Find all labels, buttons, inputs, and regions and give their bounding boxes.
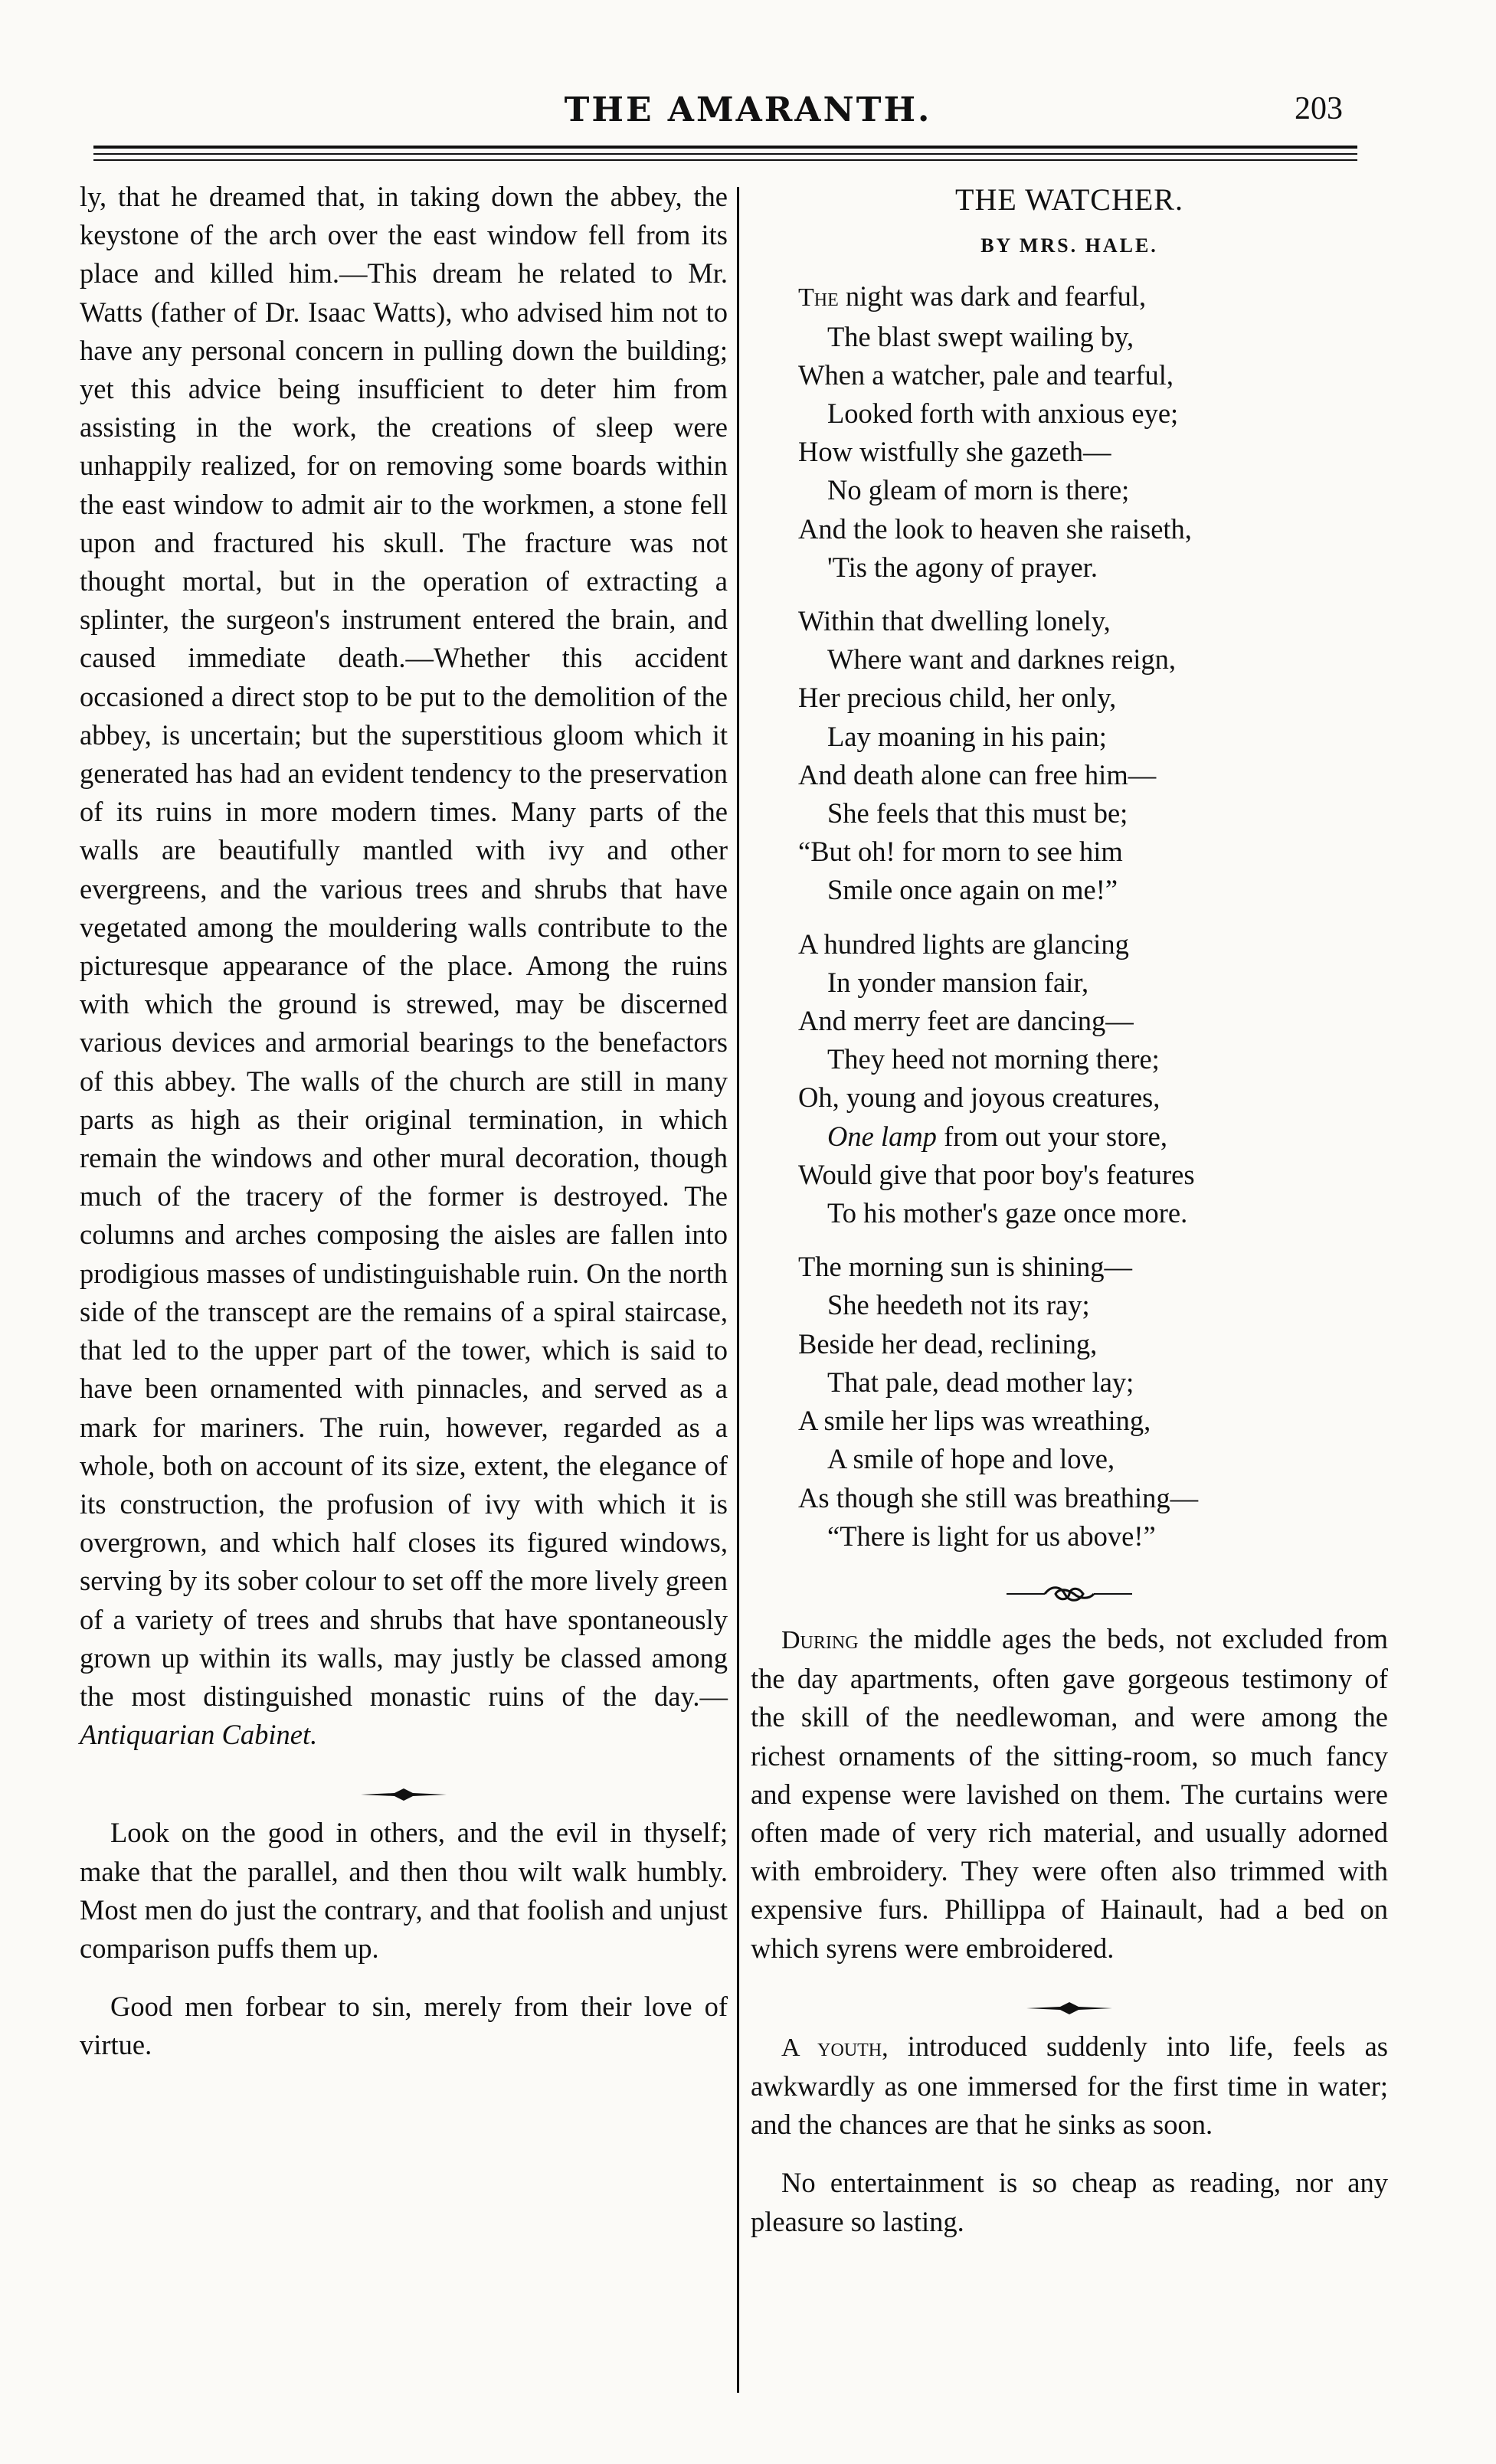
poem-line: As though she still was breathing— [798, 1481, 1199, 1513]
poem-line: Within that dwelling lonely, [798, 605, 1111, 637]
column-divider [737, 187, 739, 2393]
poem-line [798, 277, 1388, 317]
left-column [80, 178, 728, 2065]
youth-maxim-text: introduced suddenly into life, feels as awkwardly as one immersed for the first time in water; and the chances are that he sinks as soon. [751, 2030, 1389, 2141]
poem-line: A smile her lips was wreathing, [798, 1405, 1151, 1437]
poem-line: Looked forth with anxious eye; [827, 398, 1179, 430]
poem-line: No gleam of morn is there; [827, 474, 1130, 506]
poem-line: To his mother's gaze once more. [827, 1197, 1188, 1229]
maxim-humility: Look on the good in others, and the evil in thyself; make that the parallel, and then thou wilt walk humbly. Most men do just the contrary, and that foolish and unjust comparison puffs them up. [80, 1817, 728, 1964]
poem-line: Beside her dead, reclining, [798, 1327, 1098, 1360]
header-rule-thin-2 [93, 159, 1357, 161]
poem-line: The blast swept wailing by, [827, 320, 1134, 352]
running-title: THE AMARANTH. [564, 90, 932, 129]
right-column [751, 178, 1388, 2241]
poem-byline: BY MRS. HALE. [980, 234, 1158, 257]
section-divider-ornament [80, 1774, 728, 1792]
poem-line: “There is light for us above!” [827, 1520, 1156, 1552]
header-rule [93, 146, 1357, 149]
poem-line: Her precious child, her only, [798, 682, 1117, 714]
poem-line: When a watcher, pale and tearful, [798, 358, 1174, 391]
reading-maxim: No entertainment is so cheap as reading, nor any pleasure so lasting. [751, 2167, 1388, 2237]
beds-article-text: the middle ages the beds, not excluded from the day apartments, often gave gorgeous testimony of the skill of the needlewoman, and were among the richest ornaments of the sitting-room, so much fancy and expense were lavished on them. The curtains were often made of very rich material, and usually adorned with embroidery. They were often also trimmed with expensive furs. Phillippa of Hainault, had a bed on which syrens were embroidered. [751, 1622, 1388, 1964]
header-rule-thin [93, 153, 1357, 155]
poem-line: Lay moaning in his pain; [827, 720, 1107, 752]
drop-word: The [798, 283, 839, 312]
poem-line: Where want and darknes reign, [827, 643, 1177, 676]
poem-line: Smile once again on me!” [827, 874, 1118, 906]
diamond-rule-icon [358, 1787, 450, 1802]
poem-line: A hundred lights are glancing [798, 928, 1129, 960]
section-divider-ornament [751, 1577, 1388, 1600]
poem-line: And the look to heaven she raiseth, [798, 512, 1192, 545]
poem-line-text: night was dark and fearful, [838, 280, 1147, 312]
poem-line: And death alone can free him— [798, 758, 1157, 790]
poem-line: Would give that poor boy's features [798, 1158, 1195, 1190]
abbey-article-text: ly, that he dreamed that, in taking down the abbey, the keystone of the arch over the east window fell from its place and killed him.—This dream he related to Mr. Watts (father of Dr. Isaac Watts), who advised him not to have any personal concern in pulling down the building; yet this advice being insufficient to deter him from assisting in the work, the creations of sleep were unhappily realized, for on removing some boards within the east window to admit air to the workmen, a stone fell upon and fractured his skull. The fracture was not thought mortal, but in the operation of extracting a splinter, the surgeon's instrument entered the brain, and caused immediate death.—Whether this accident occasioned a direct stop to be put to the demolition of the abbey, is uncertain; but the superstitious gloom which it generated has had an evident tendency to the preservation of its ruins in more modern times. Many parts of the walls are beautifully mantled with ivy and other evergreens, and the various trees and shrubs that have vegetated among the mouldering walls contribute to the picturesque appearance of the place. Among the ruins with which the ground is strewed, may be discerned various devices and armorial bearings to the benefactors of this abbey. The walls of the church are still in many parts as high as their original termination, in which remain the windows and other mural decoration, though much of the tracery of the former is destroyed. The columns and arches composing the aisles are fallen into prodigious masses of undistinguishable ruin. On the north side of the transcept are the remains of a spiral staircase, that led to the upper part of the tower, which is said to have been ornamented with pinnacles, and served as a mark for mariners. The ruin, however, regarded as a whole, both on account of its size, extent, the elegance of its construction, the profusion of ivy with which it is overgrown, and which half closes its figured windows, serving by its sober colour to set off the more lively green of a variety of trees and shrubs that have spontaneously grown up within its walls, may justly be classed among the most distinguished monastic ruins of the day.— [80, 181, 728, 1712]
poem-line: How wistfully she gazeth— [798, 436, 1111, 468]
diamond-rule-icon [1023, 2001, 1115, 2016]
scroll-ornament-icon [1000, 1582, 1138, 1605]
abbey-article [80, 178, 728, 1754]
poem-line: The morning sun is shining— [798, 1251, 1132, 1283]
poem-line: A smile of hope and love, [827, 1443, 1115, 1475]
poem-line: 'Tis the agony of prayer. [827, 551, 1098, 583]
poem-line: She feels that this must be; [827, 797, 1128, 830]
beds-article [751, 1620, 1388, 1968]
maxim-virtue: Good men forbear to sin, merely from their love of virtue. [80, 1991, 728, 2061]
emphasis: One lamp [827, 1120, 937, 1152]
poem-line: In yonder mansion fair, [827, 966, 1089, 998]
poem-line: She heedeth not its ray; [827, 1289, 1090, 1321]
poem-stanza-3 [798, 925, 1388, 1233]
poem-line: “But oh! for morn to see him [798, 836, 1123, 868]
poem-title: THE WATCHER. [955, 182, 1183, 217]
drop-word: A youth, [781, 2033, 889, 2062]
youth-maxim [751, 2027, 1388, 2145]
article-citation: Antiquarian Cabinet. [80, 1719, 318, 1751]
poem-line: They heed not morning there; [827, 1043, 1160, 1075]
poem-stanza-2 [798, 602, 1388, 910]
poem-line [798, 1117, 1388, 1156]
section-divider-ornament [751, 1988, 1388, 2006]
poem-line: That pale, dead mother lay; [827, 1366, 1134, 1398]
poem-line: Oh, young and joyous creatures, [798, 1081, 1160, 1114]
poem-line: And merry feet are dancing— [798, 1005, 1134, 1037]
page-number: 203 [1295, 91, 1343, 126]
drop-word: During [781, 1625, 859, 1654]
poem-stanza-1 [798, 277, 1388, 587]
poem-stanza-4 [798, 1248, 1388, 1556]
poem-line-text: from out your store, [936, 1120, 1168, 1152]
